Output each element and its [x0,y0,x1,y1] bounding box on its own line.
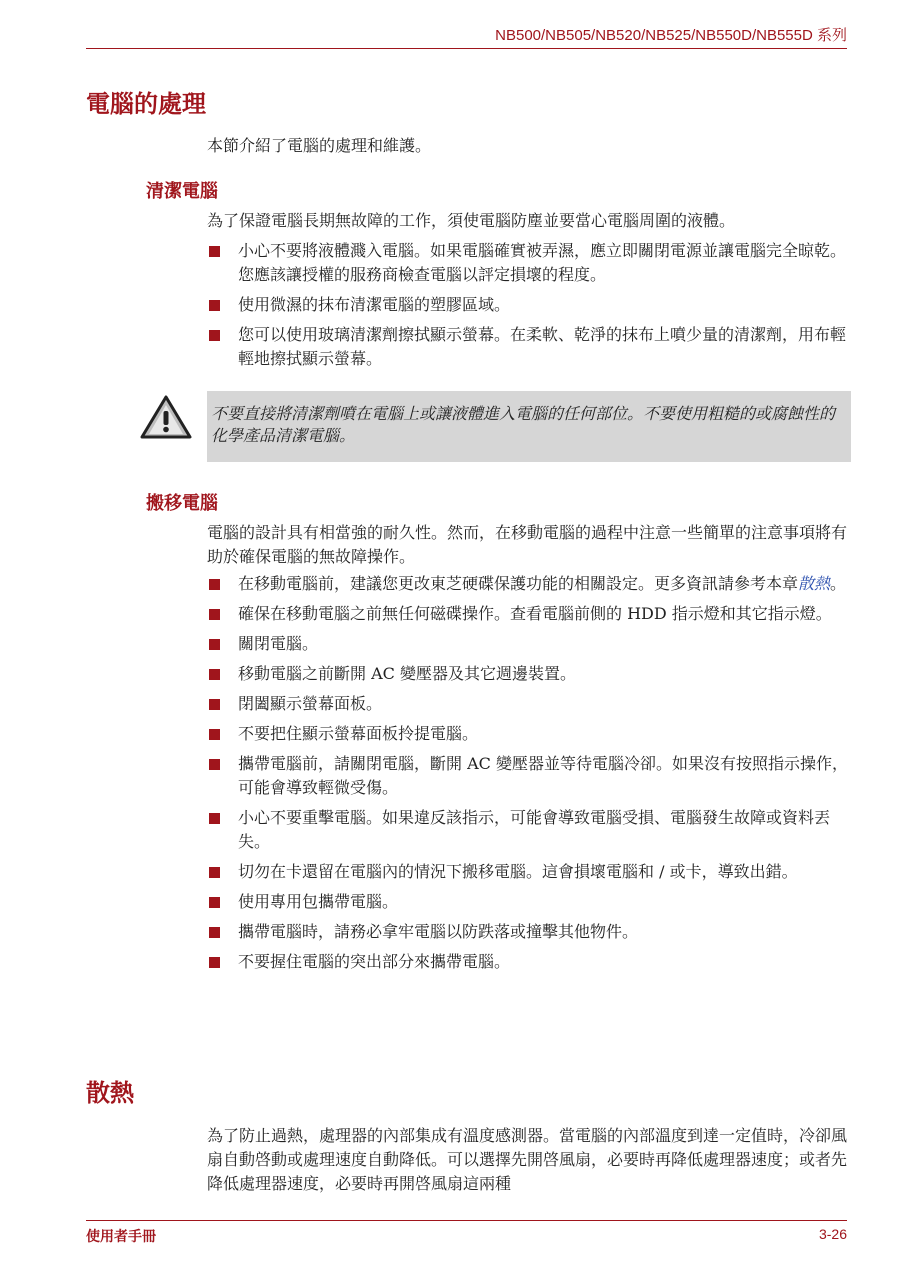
bullet-square-icon [209,897,220,908]
list-item-text: 在移動電腦前，建議您更改東芝硬碟保護功能的相關設定。更多資訊請參考本章 [238,574,799,593]
list-item-text: 小心不要重擊電腦。如果違反該指示，可能會導致電腦受損、電腦發生故障或資料丟失。 [238,808,831,851]
list-item [207,722,852,746]
list-item [207,239,852,287]
list-item-text: 攜帶電腦時，請務必拿牢電腦以防跌落或撞擊其他物件。 [238,922,639,941]
list-item-text: 切勿在卡還留在電腦內的情況下搬移電腦。這會損壞電腦和 / 或卡，導致出錯。 [238,862,798,881]
bullet-square-icon [209,729,220,740]
list-item [207,293,852,317]
list-item-text: 您可以使用玻璃清潔劑擦拭顯示螢幕。在柔軟、乾淨的抹布上噴少量的清潔劑，用布輕輕地擦拭顯示螢幕。 [238,325,847,368]
cooling-link[interactable]: 散熱 [798,574,831,593]
bullet-square-icon [209,609,220,620]
move-intro: 電腦的設計具有相當強的耐久性。然而，在移動電腦的過程中注意一些簡單的注意事項將有助於確保電腦的無故障操作。 [207,523,848,566]
list-item [207,602,852,626]
list-item-text: 關閉電腦。 [238,634,319,653]
footer-divider [86,1220,847,1221]
bullet-square-icon [209,699,220,710]
section-title-clean: 清潔電腦 [146,181,218,202]
bullet-square-icon [209,927,220,938]
list-item-text: 使用微濕的抹布清潔電腦的塑膠區域。 [238,295,511,314]
section-title-care: 電腦的處理 [86,90,206,118]
list-item-text: 不要握住電腦的突出部分來攜帶電腦。 [238,952,511,971]
list-item-text-end: 。 [830,574,847,593]
list-item [207,632,852,656]
clean-intro: 為了保證電腦長期無故障的工作，須使電腦防塵並要當心電腦周圍的液體。 [207,211,736,230]
bullet-square-icon [209,759,220,770]
list-item-text: 不要把住顯示螢幕面板拎提電腦。 [238,724,479,743]
header-series-title: NB500/NB505/NB520/NB525/NB550D/NB555D 系列 [495,27,847,44]
list-item [207,752,852,800]
list-item [207,890,852,914]
caution-text: 不要直接將清潔劑噴在電腦上或讓液體進入電腦的任何部位。不要使用粗糙的或腐蝕性的化學產品清潔電腦。 [211,404,836,445]
bullet-square-icon [209,300,220,311]
list-item-text: 閉闔顯示螢幕面板。 [238,694,383,713]
bullet-square-icon [209,867,220,878]
list-item [207,860,852,884]
list-item-text: 使用專用包攜帶電腦。 [238,892,399,911]
list-item-text: 小心不要將液體濺入電腦。如果電腦確實被弄濕，應立即關閉電源並讓電腦完全晾乾。您應該讓授權的服務商檢查電腦以評定損壞的程度。 [238,241,847,284]
list-item [207,662,852,686]
bullet-square-icon [209,957,220,968]
bullet-square-icon [209,579,220,590]
list-item [207,692,852,716]
list-item-text: 攜帶電腦前，請關閉電腦，斷開 AC 變壓器並等待電腦冷卻。如果沒有按照指示操作，可能會導致輕微受傷。 [238,754,848,797]
footer-manual-label: 使用者手冊 [86,1229,156,1245]
header-divider [86,48,847,49]
list-item [207,323,852,371]
heat-intro: 為了防止過熱，處理器的內部集成有溫度感測器。當電腦的內部溫度到達一定值時，冷卻風扇自動啓動或處理速度自動降低。可以選擇先開啓風扇，必要時再降低處理器速度；或者先降低處理器速度，必要時再開啓風扇這兩種 [207,1126,848,1193]
footer-page-number: 3-26 [818,1226,847,1242]
list-item-text: 確保在移動電腦之前無任何磁碟操作。查看電腦前側的 HDD 指示燈和其它指示燈。 [238,604,832,623]
list-item [207,920,852,944]
section-title-heat: 散熱 [86,1079,134,1107]
care-intro: 本節介紹了電腦的處理和維護。 [207,136,432,155]
bullet-square-icon [209,639,220,650]
list-item-text: 移動電腦之前斷開 AC 變壓器及其它週邊裝置。 [238,664,576,683]
move-bullet-list [207,572,852,980]
warning-triangle-icon [140,394,192,440]
bullet-square-icon [209,669,220,680]
list-item [207,806,852,854]
bullet-square-icon [209,330,220,341]
clean-bullet-list [207,239,852,377]
list-item [207,950,852,974]
bullet-square-icon [209,246,220,257]
bullet-square-icon [209,813,220,824]
caution-box [207,391,851,462]
list-item [207,572,852,596]
section-title-move: 搬移電腦 [146,493,218,514]
